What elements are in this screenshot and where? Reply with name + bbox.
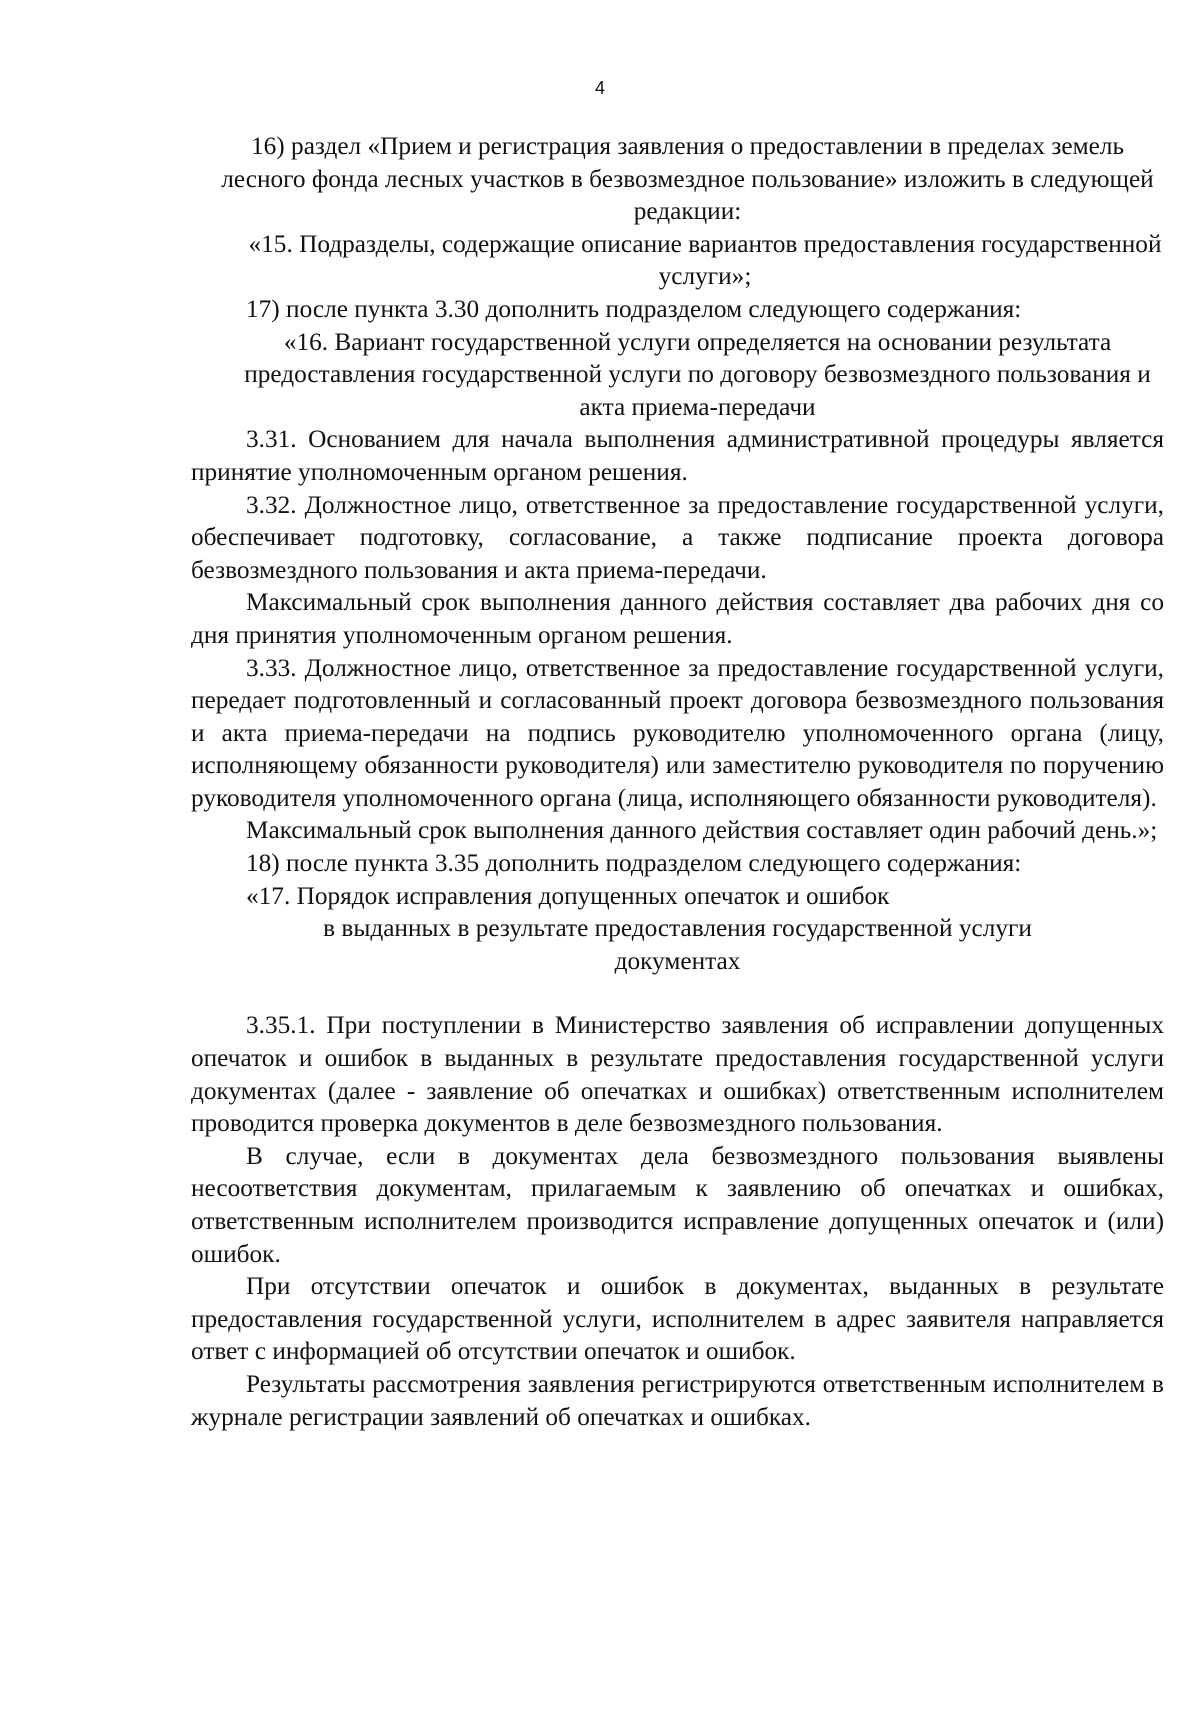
- paragraph-subsection-15: «15. Подразделы, содержащие описание вариантов предоставления государственной услуги»;: [248, 229, 1162, 291]
- spacer: [191, 977, 1164, 1009]
- paragraph-results-registration: Результаты рассмотрения заявления регистрируются ответственным исполнителем в журнале регистрации заявлений об опечатках и ошибках.: [191, 1369, 1164, 1431]
- paragraph-max-term-2: Максимальный срок выполнения данного действия составляет один рабочий день.»;: [246, 816, 1158, 845]
- paragraph-item-18: 18) после пункта 3.35 дополнить подразделом следующего содержания:: [246, 849, 1022, 878]
- paragraph-3-32: 3.32. Должностное лицо, ответственное за предоставление государственной услуги, обеспечивает подготовку, согласование, а также подписание проекта договора безвозмездного пользования и акта приема-передачи.: [191, 490, 1164, 584]
- paragraph-no-errors-case: При отсутствии опечаток и ошибок в документах, выданных в результате предоставления государственной услуги, исполнителем в адрес заявителя направляется ответ с информацией об отсутствии опечаток и ошибок.: [191, 1272, 1164, 1366]
- paragraph-item-17: 17) после пункта 3.30 дополнить подразделом следующего содержания:: [246, 294, 1022, 323]
- heading-subsection-17-line-1: «17. Порядок исправления допущенных опечаток и ошибок: [246, 881, 890, 910]
- paragraph-3-33: 3.33. Должностное лицо, ответственное за предоставление государственной услуги, передает подготовленный и согласованный проект договора безвозмездного пользования и акта приема-передачи на подпись руководителю уполномоченного органа (лицу, исполняющему обязанности руководителя) или заместителю руководителя по поручению руководителя уполномоченного органа (лица, исполняющего обязанности руководителя).: [191, 653, 1164, 812]
- document-body: [191, 130, 1164, 1433]
- heading-subsection-17-line-2: в выданных в результате предоставления государственной услуги документах: [323, 914, 1032, 975]
- paragraph-item-16: 16) раздел «Прием и регистрация заявления о предоставлении в пределах земель лесного фонда лесных участков в безвозмездное пользование» изложить в следующей редакции:: [221, 132, 1154, 226]
- page-number: 4: [594, 78, 605, 98]
- paragraph-3-31: 3.31. Основанием для начала выполнения административной процедуры является принятие уполномоченным органом решения.: [191, 425, 1164, 486]
- paragraph-mismatch-case: В случае, если в документах дела безвозмездного пользования выявлены несоответствия документам, прилагаемым к заявлению об опечатках и ошибках, ответственным исполнителем производится исправление допущенных опечаток и (или) ошибок.: [191, 1141, 1164, 1268]
- paragraph-3-35-1: 3.35.1. При поступлении в Министерство заявления об исправлении допущенных опечаток и ошибок в выданных в результате предоставления государственной услуги документах (далее - заявление об опечатках и ошибках) ответственным исполнителем проводится проверка документов в деле безвозмездного пользования.: [191, 1011, 1164, 1138]
- paragraph-max-term-1: Максимальный срок выполнения данного действия составляет два рабочих дня со дня принятия уполномоченным органом решения.: [191, 588, 1164, 649]
- paragraph-subsection-16: «16. Вариант государственной услуги определяется на основании результата предоставления государственной услуги по договору безвозмездного пользования и акта приема-передачи: [244, 327, 1151, 421]
